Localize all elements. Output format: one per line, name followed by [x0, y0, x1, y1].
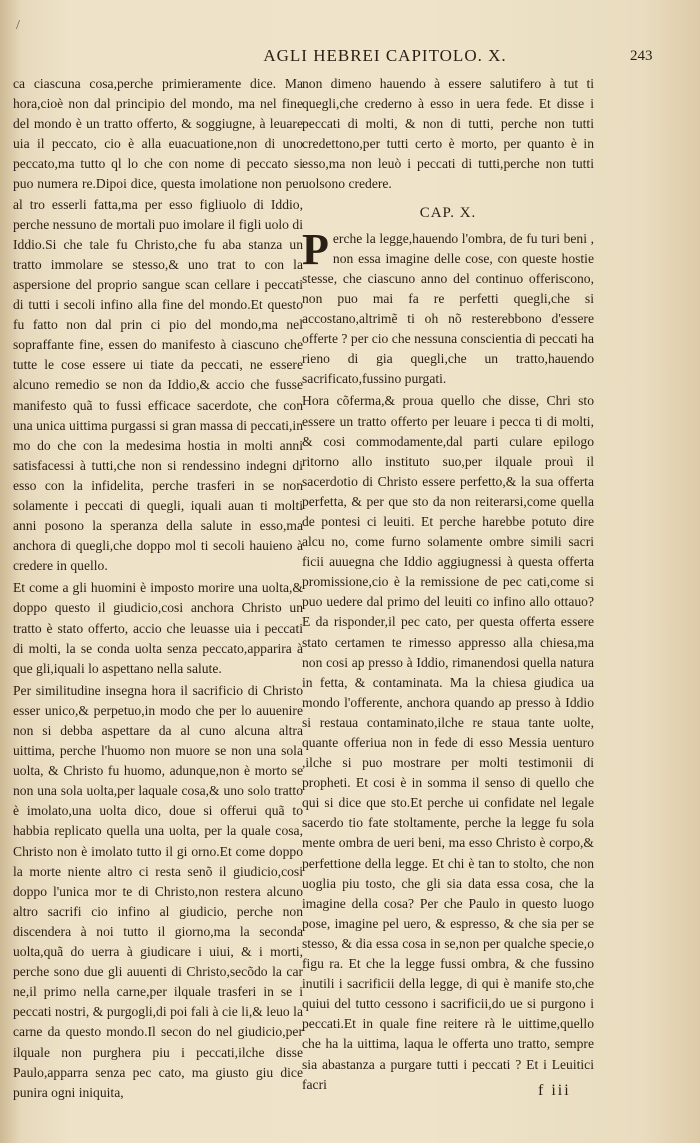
right-paragraph-text: erche la legge,hauendo l'ombra, de fu turi beni , non essa imagine delle cose, con queste hostie stesse, che ciascuno anno del continuo offeriscono, non puo mai fa re perfetti quegli,che si accostano,altrimẽ ti oh nõ resterebbono d'essere offerte ? per cio che nessuna conscientia di peccati ha rieno di gia quegli,che un tratto,hauendo sacrificato,fussino purgati.	[302, 230, 594, 387]
right-paragraph: non dimeno hauendo à essere salutifero à tut ti quegli,che crederno à esso in uera fede. Et disse i peccati di molti, & non di tutti, perche non tutti credettono,per tutti certo è morto, per quanto è in esso,ma non leuò i peccati di tutti,perche non tutti uolsono credere.	[302, 76, 594, 192]
left-paragraph: Et come a gli huomini è imposto morire una uolta,& doppo questo il giudicio,cosi anchora Christo un tratto è stato offerto, accio che leuasse uia i peccati di molti, la se conda uolta senza peccato,apparira à que gli,iquali lo aspettano nella salute.	[13, 580, 303, 676]
right-paragraph-first	[302, 224, 594, 390]
left-paragraph: Per similitudine insegna hora il sacrificio di Christo esser unico,& perpetuo,in modo che per lo auuenire non si debba aspettare da al cuno alcuna altra uittima, perche l'huomo non muore se non una sola uolta, & Christo fu huomo, adunque,non è morto se non una sola uolta,per laquale cosa,& uno solo tratto è imolato,una uolta dico, doue si offerui quã to habbia replicato quella una uolta, per la quale cosa, Christo non è imolato tutto il gi orno.Et come doppo la morte niente altro ci resta senõ il giudicio,cosi doppo l'unica mor te di Christo,non restera alcuno altro sacrifi cio infino al giudicio, perche non discendera à noi tutto il giorno,ma la seconda uolta,quã do uerra à giudicare i uiui, & i morti, perche sono due gli auuenti di Christo,secõdo la car ne,il primo nella carne,per ilquale trasferi in se i peccati nostri, & purgogli,di poi fali à cie li,& leuo la carne da questo mondo.Il secon do nel giudicio,per ilquale non purghera piu i peccati,ilche disse Paulo,apparra senza pec cato, ma giusto giu dice punira ogni iniquita,	[13, 682, 303, 1100]
chapter-heading: CAP. X.	[419, 204, 477, 221]
right-column	[302, 74, 594, 1097]
left-column	[13, 74, 303, 1105]
running-title: AGLI HEBREI CAPITOLO. X.	[263, 46, 507, 65]
signature-mark: f iii	[538, 1082, 571, 1099]
left-paragraph: ca ciascuna cosa,perche primieramente dice. Ma hora,cioè non dal principio del mondo, ma nel fine del mondo è un tratto offerto, & soggiugne, à leuare uia il peccato, cio è alla euacuatione,non di uno peccato,ma tutto ql lo che con nome di peccato si puo numera re.Dipoi dice, questa imolatione non per al tro esserli fatta,ma per esso figliuolo di Iddio, perche nessuno de mortali puo imolare il figli uolo di Iddio.Si che tale fu Christo,che fu aba stanza un tratto immolare se stesso,& uno trat to con la aspersione del proprio sangue scan cellare i peccati di tutti i secoli infino alla fine del mondo.Et questo fu fatto non dal prin ci pio del mondo,ma nel sopraffante fine, essen do manifesto à ciascuno che tutte le cose essere ui tiate da peccati, ne essere alcuno remedio se non da Iddio,& accio che fusse manifesto quã to fussi efficace sacerdote, che con una unica uittima purgassi si gran massa di peccati,in mo do che con la medesima hostia in molti anni satisfacessi à tutti,che non si rendessino indegni di esso con la infidelita, perche trasferi in se non solamente i peccati di quegli, iquali auan ti molti anni posono la speranza della salute in esso,ma anchora di quegli,che doppo mol ti secoli hauieno à credere in quello.	[13, 76, 303, 574]
corner-mark: /	[16, 18, 20, 33]
right-paragraph: Hora cõferma,& proua quello che disse, Chri sto essere un tratto offerto per leuare i pecca ti di molti, & cosi commodamente,dal parti culare epilogo ritorno allo instituto suo,per ilquale prouì il sacerdotio di Christo essere perfetto,& la sua offerta perfetta, & per que sto da non reiterarsi,come quella de pontesi ci leuiti. Et perche harebbe potuto dire alcu no, come furno solamente ombre simili sacri ficii auuegna che Iddio aggiugnessi à questa offerta promissione,cio è la remissione de pec cati,come si puo uedere dal primo del leuiti co infino allo ottauo?E da risponder,il pec cato, per questa offerta essere stato certamen te rimesso appresso alla chiesa,ma non cosi ap presso à Iddio, rimanendosi quella natura in fetta, & contaminata. Ma la chiesa giudica ua mondo l'offerente, anchora quando ap presso à Iddio si restaua contaminato,ilche re staua tante uolte, quante offeriua non in fede di esso Messia uenturo ,ilche si puo mostrare per molti testimonii di propheti. Et cosi è in somma il senso di quello che qui si dice que sto.Et perche ui confidate nel legale sacerdo tio fate stoltamente, perche la legge fu sola mente ombra de ueri beni, ma esso Christo è corpo,& perfettione della legge. Et chi è tan to stolto, che non uoglia piu tosto, che gli sia data essa cosa, che la imagine della cosa? Per che Paulo in questo luogo pose, imagine pel uero, & espresso, & che sia per se stesso, & dia essa cosa in se,non per qualche specie,o figu ra. Et che la legge fussi ombra, & che fussino inutili i sacrificii della legge, di qui è manife sto,che quiui del tutto cessono i sacrificii,do ue si purgono i peccati.Et in quale fine reitere rà le uittime,quello che ha la uittima, laqua le offerta uno tratto, sempre sia abastanza a purgare tutti i peccati ? Et i Leuitici facri	[302, 393, 594, 1092]
drop-cap: P	[302, 224, 329, 274]
page-number: 243	[630, 48, 653, 64]
